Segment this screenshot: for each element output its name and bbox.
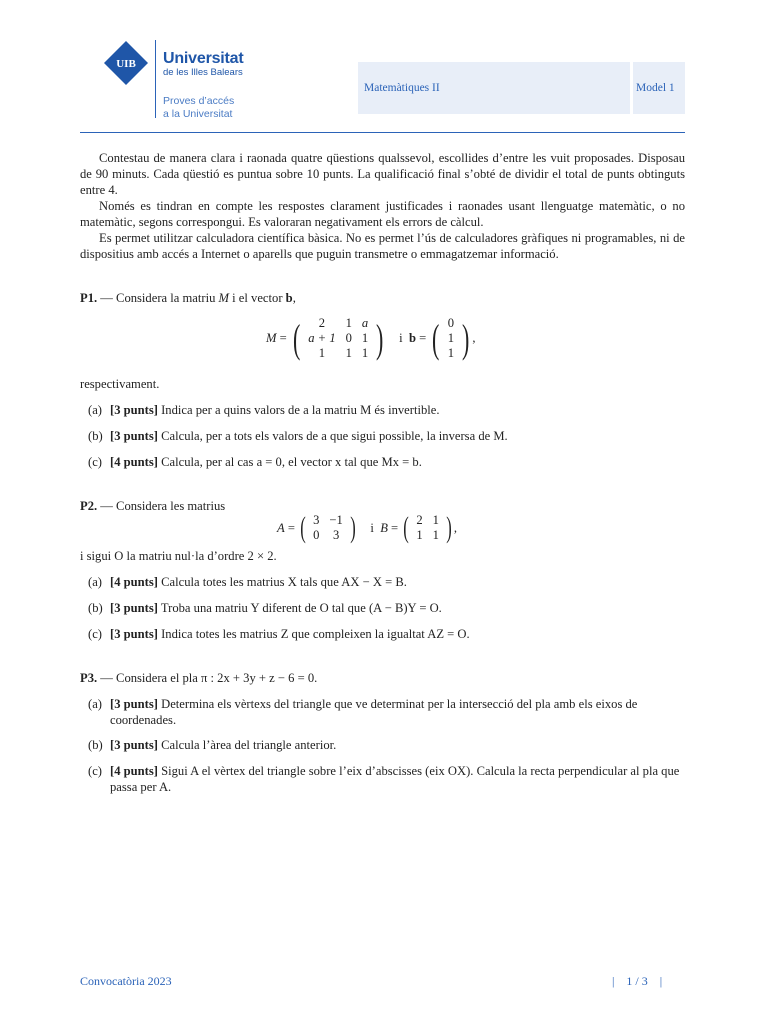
- header-divider: [155, 40, 156, 118]
- subject-box: [358, 62, 630, 114]
- p1-item-b: (b) [3 punts] Calcula, per a tots els valors de a que sigui possible, la inversa de M.: [88, 429, 508, 443]
- p2-item-b: (b) [3 punts] Troba una matriu Y diferent de O tal que (A − B)Y = O.: [88, 601, 442, 615]
- p2-item-a: (a) [4 punts] Calcula totes les matrius X tals que AX − X = B.: [88, 575, 407, 589]
- university-subtitle: de les Illes Balears: [163, 67, 243, 78]
- uib-logo-text: UIB: [116, 58, 136, 70]
- matrix-B: 2 1 1 1: [416, 513, 439, 542]
- footer-convocatoria: Convocatòria 2023: [80, 974, 172, 988]
- proves-label: Proves d’accés a la Universitat: [163, 95, 235, 120]
- model-box: [633, 62, 685, 114]
- p1-matrices: M = ( 2 1 a a + 1 0 1 1 1 1 ) i b = ( 0 1 1 ) ,: [266, 315, 476, 361]
- p1-item-c: (c) [4 punts] Calcula, per al cas a = 0, el vector x tal que Mx = b.: [88, 455, 422, 469]
- header-rule: [80, 132, 685, 133]
- p1-item-a: (a) [3 punts] Indica per a quins valors de a la matriu M és invertible.: [88, 403, 440, 417]
- p2-heading: P2. — Considera les matrius: [80, 499, 226, 513]
- p3-heading: P3. — Considera el pla π : 2x + 3y + z − 6 = 0.: [80, 671, 318, 685]
- p2-matrices: A = ( 3 −1 0 3 ) i B = ( 2 1 1 1 ) ,: [277, 511, 458, 544]
- p1-heading: P1. — Considera la matriu M i el vector b,: [80, 291, 296, 305]
- instructions: [80, 150, 685, 262]
- p3-item-c: (c) [4 punts] Sigui A el vèrtex del triangle sobre l’eix d’abscisses (eix OX). Calcula la recta perpendicular al pla que passa per A.: [88, 764, 680, 794]
- model-label: Model 1: [636, 82, 675, 94]
- uib-logo-icon: [103, 40, 149, 86]
- vector-b: 0 1 1: [447, 316, 454, 360]
- instructions-p1: Contestau de manera clara i raonada quatre qüestions qualssevol, escollides d’entre les vuit proposades. Disposau de 90 minuts. Cada qüestió es puntua sobre 10 punts. La qualificació final s’obté de dividir el total de punts obtinguts entre 4.: [80, 151, 685, 197]
- p3-item-a: (a) [3 punts] Determina els vèrtexs del triangle que ve determinat per la intersecció del pla amb els eixos de coordenades.: [88, 697, 638, 727]
- subject-title: Matemàtiques II: [364, 82, 440, 94]
- p2-after: i sigui O la matriu nul·la d’ordre 2 × 2.: [80, 549, 277, 563]
- p3-item-b: (b) [3 punts] Calcula l’àrea del triangle anterior.: [88, 738, 337, 752]
- matrix-A: 3 −1 0 3: [313, 513, 343, 542]
- university-name: Universitat: [163, 50, 244, 67]
- footer-page-number: | 1 / 3 |: [612, 974, 663, 988]
- p2-item-c: (c) [3 punts] Indica totes les matrius Z que compleixen la igualtat AZ = O.: [88, 627, 470, 641]
- matrix-M: 2 1 a a + 1 0 1 1 1 1: [308, 316, 369, 360]
- instructions-p2: Només es tindran en compte les respostes clarament justificades i raonades usant llenguatge matemàtic, o no matemàtic, segons correspongui. Es valoraran negativament els errors de càlcul.: [80, 199, 685, 229]
- p1-after: respectivament.: [80, 377, 160, 391]
- instructions-p3: Es permet utilitzar calculadora científica bàsica. No es permet l’ús de calculadores gràfiques ni programables, ni de dispositius amb accés a Internet o aparells que puguin transmetre o emmagatzemar informació.: [80, 231, 685, 261]
